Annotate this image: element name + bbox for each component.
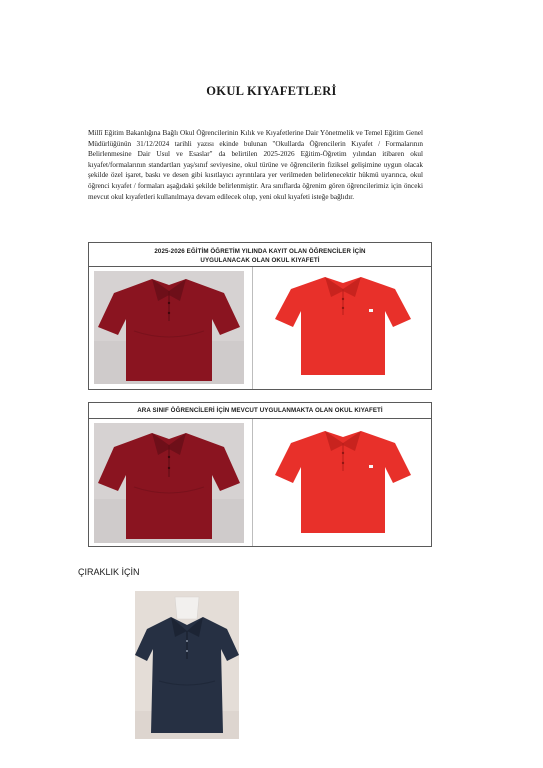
maroon-polo-shirt-photo (94, 423, 244, 543)
navy-polo-shirt-photo (135, 591, 239, 739)
new-students-heading-line2: UYGULANACAK OLAN OKUL KIYAFETİ (200, 257, 320, 264)
apprentice-label: ÇIRAKLIK İÇİN (78, 567, 140, 577)
document-title: OKUL KIYAFETLERİ (206, 84, 337, 98)
intro-paragraph: Millî Eğitim Bakanlığına Bağlı Okul Öğrencilerinin Kılık ve Kıyafetlerine Dair Yönetmelik ve Temel Eğitim Genel Müdürlüğünün 31/12/2024 tarihli yazısı ekinde bulunan "Okullarda Öğrencilerin Kıyafet / Formalarının Belirlenmesine Dair Usul ve Esaslar" da belirtilen 2025-2026 Eğitim-Öğretim yılından itibaren okul kıyafet/formalarının standartları yaş/sınıf seviyesine, okul türüne ve öğrencilerin fiziksel gelişimine uygun olacak şekilde özel işaret, baskı ve desen gibi kısıtlayıcı ayrıntılara yer verilmeden belirlenecektir hükmü uyarınca, okul öğrenci kıyafet / formaları aşağıdaki şekilde belirlenmiştir. Ara sınıflarda öğrenim gören öğrencilerimiz için önceki mevcut okul kıyafetleri kullanılmaya devam edilecek olup, yeni okul kıyafeti isteğe bağlıdır. (88, 129, 423, 201)
current-students-uniform-box (88, 402, 432, 547)
column-divider (252, 267, 253, 389)
red-polo-shirt-image (261, 271, 426, 384)
red-polo-shirt-photo (261, 271, 426, 384)
navy-polo-shirt-image (135, 591, 239, 739)
maroon-polo-shirt-image (94, 423, 244, 543)
column-divider (252, 419, 253, 546)
current-students-heading: ARA SINIF ÖĞRENCİLERİ İÇİN MEVCUT UYGULANMAKTA OLAN OKUL KIYAFETİ (89, 403, 431, 419)
new-students-heading (89, 243, 431, 267)
new-students-heading-line1: 2025-2026 EĞİTİM ÖĞRETİM YILINDA KAYIT OLAN ÖĞRENCİLER İÇİN (154, 248, 366, 255)
maroon-polo-shirt-photo (94, 271, 244, 384)
red-polo-shirt-photo (261, 423, 426, 543)
red-polo-shirt-image (261, 423, 426, 543)
maroon-polo-shirt-image (94, 271, 244, 384)
new-students-uniform-box (88, 242, 432, 390)
